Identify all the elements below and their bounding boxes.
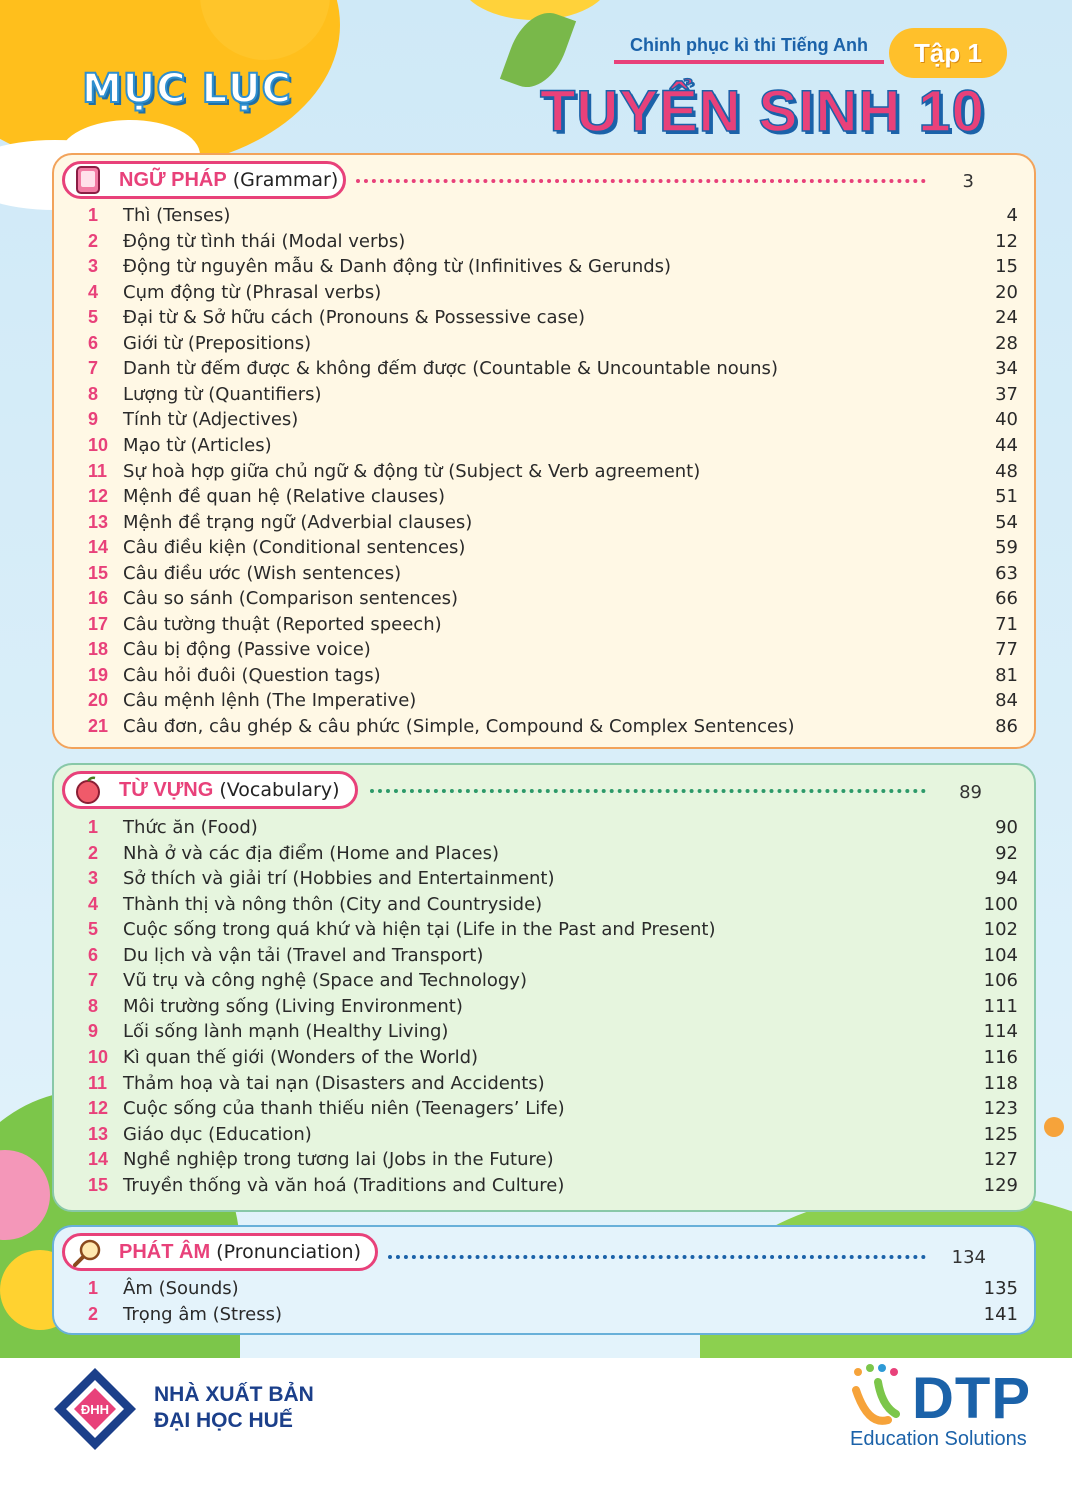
toc-entry: [88, 382, 1018, 407]
book-subtitle: Chinh phục kì thi Tiếng Anh: [614, 35, 884, 64]
publisher-line-2: ĐẠI HỌC HUẾ: [154, 1409, 293, 1432]
entry-page-number: 20: [995, 281, 1018, 303]
entry-number: 8: [88, 995, 99, 1016]
entry-number: 7: [88, 970, 99, 991]
toc-entry: [88, 968, 1018, 993]
toc-entry: [88, 892, 1018, 917]
toc-entry: [88, 943, 1018, 968]
entry-title: Câu so sánh (Comparison sentences): [123, 588, 459, 610]
entry-title: Câu bị động (Passive voice): [123, 639, 371, 661]
entry-page-number: 116: [983, 1046, 1018, 1068]
toc-entry: [88, 1122, 1018, 1147]
toc-entry: [88, 637, 1018, 662]
entry-page-number: 90: [995, 817, 1018, 838]
entry-page-number: 102: [983, 919, 1018, 941]
entry-number: 1: [88, 205, 99, 225]
entry-number: 8: [88, 383, 99, 404]
entry-number: 6: [88, 332, 99, 353]
entry-page-number: 129: [983, 1174, 1018, 1196]
toc-entry: [88, 612, 1018, 637]
toc-entry: [88, 459, 1018, 484]
magnifier-icon: [71, 1237, 105, 1267]
entry-title: Sở thích và giải trí (Hobbies and Entertainment): [123, 868, 555, 890]
entry-page-number: 48: [995, 460, 1018, 482]
toc-entry: [88, 433, 1018, 458]
book-title: TUYỂN SINH 10: [540, 79, 985, 144]
entry-page-number: 51: [995, 486, 1018, 508]
entry-title: Giáo dục (Education): [123, 1123, 312, 1145]
toc-entry: [88, 815, 1018, 840]
entry-title: Câu tường thuật (Reported speech): [123, 613, 442, 635]
grammar-section: [52, 153, 1036, 749]
entry-page-number: 106: [983, 970, 1018, 992]
section-page-number: 134: [951, 1247, 986, 1268]
toc-entry: [88, 663, 1018, 688]
entry-title: Tính từ (Adjectives): [123, 409, 299, 431]
book-icon: [71, 165, 105, 195]
entry-title: Thảm hoạ và tai nạn (Disasters and Accidents): [123, 1072, 545, 1094]
entry-title: Nhà ở và các địa điểm (Home and Places): [123, 842, 499, 864]
entry-number: 3: [88, 256, 99, 277]
entry-title: Thì (Tenses): [123, 205, 231, 226]
publisher-line-1: NHÀ XUẤT BẢN: [154, 1383, 314, 1406]
entry-number: 5: [88, 307, 99, 328]
toc-entry: [88, 917, 1018, 942]
entry-page-number: 135: [983, 1278, 1018, 1299]
entry-title: Cụm động từ (Phrasal verbs): [123, 281, 382, 303]
entry-page-number: 59: [995, 537, 1018, 559]
entry-title: Danh từ đếm được & không đếm được (Countable & Uncountable nouns): [123, 358, 778, 380]
entry-number: 16: [88, 588, 109, 609]
entry-page-number: 100: [983, 893, 1018, 915]
toc-entry: [88, 1045, 1018, 1070]
entry-page-number: 4: [1006, 205, 1018, 226]
toc-entry: [88, 484, 1018, 509]
entry-number: 1: [88, 817, 99, 837]
leader-dots: [388, 1255, 926, 1259]
entry-number: 11: [88, 1072, 108, 1093]
entry-number: 13: [88, 1123, 109, 1144]
entry-title: Mệnh đề quan hệ (Relative clauses): [123, 486, 446, 508]
entry-title: Cuộc sống trong quá khứ và hiện tại (Life in the Past and Present): [123, 919, 716, 941]
toc-entry: [88, 1302, 1018, 1327]
toc-entry: [88, 688, 1018, 713]
entry-page-number: 77: [995, 639, 1018, 661]
entry-page-number: 66: [995, 588, 1018, 610]
entry-number: 14: [88, 1149, 109, 1170]
entry-page-number: 114: [983, 1021, 1018, 1043]
entry-number: 2: [88, 842, 99, 863]
section-page-number: 3: [962, 171, 974, 192]
entry-title: Kì quan thế giới (Wonders of the World): [123, 1046, 479, 1068]
entry-number: 2: [88, 230, 99, 251]
apple-icon: [71, 775, 105, 805]
entry-title: Truyền thống và văn hoá (Traditions and Culture): [123, 1174, 565, 1196]
section-title-en: (Vocabulary): [219, 779, 340, 801]
section-heading-vocabulary: [62, 771, 358, 809]
toc-entry: [88, 535, 1018, 560]
entry-number: 13: [88, 511, 109, 532]
section-title-vn: NGỮ PHÁP: [119, 169, 227, 191]
entry-title: Câu điều kiện (Conditional sentences): [123, 537, 466, 559]
entry-page-number: 94: [995, 868, 1018, 890]
entry-page-number: 111: [983, 995, 1018, 1017]
entry-page-number: 63: [995, 562, 1018, 584]
toc-entry: [88, 305, 1018, 330]
entry-page-number: 141: [983, 1303, 1018, 1325]
toc-entry: [88, 356, 1018, 381]
entry-number: 11: [88, 460, 108, 481]
entry-page-number: 34: [995, 358, 1018, 380]
toc-entry: [88, 866, 1018, 891]
leader-dots: [356, 179, 926, 183]
entry-page-number: 118: [983, 1072, 1018, 1094]
entry-page-number: 84: [995, 690, 1018, 712]
toc-entry: [88, 1173, 1018, 1198]
entry-number: 20: [88, 690, 109, 711]
entry-number: 21: [88, 716, 109, 736]
entry-number: 12: [88, 486, 109, 507]
section-title-en: (Pronunciation): [216, 1241, 362, 1263]
entry-title: Thức ăn (Food): [123, 817, 258, 838]
entry-page-number: 15: [995, 256, 1018, 278]
section-title-vn: PHÁT ÂM: [119, 1241, 211, 1263]
entry-number: 2: [88, 1303, 99, 1324]
entry-page-number: 125: [983, 1123, 1018, 1145]
entry-number: 12: [88, 1098, 109, 1119]
entry-page-number: 37: [995, 383, 1018, 405]
entry-page-number: 104: [983, 944, 1018, 966]
publisher-name: [154, 1382, 314, 1434]
entry-title: Mạo từ (Articles): [123, 434, 272, 456]
entry-title: Du lịch và vận tải (Travel and Transport): [123, 944, 484, 966]
entry-title: Lối sống lành mạnh (Healthy Living): [123, 1021, 449, 1043]
toc-entry: [88, 254, 1018, 279]
entry-page-number: 40: [995, 409, 1018, 431]
entry-page-number: 86: [995, 716, 1018, 737]
entry-title: Cuộc sống của thanh thiếu niên (Teenagers’ Life): [123, 1098, 565, 1120]
toc-entry: [88, 510, 1018, 535]
entry-number: 15: [88, 562, 109, 583]
entry-number: 17: [88, 613, 109, 634]
entry-title: Câu đơn, câu ghép & câu phức (Simple, Compound & Complex Sentences): [123, 716, 795, 737]
entry-page-number: 12: [995, 230, 1018, 252]
dtp-brand: DTP: [912, 1366, 1031, 1431]
dtp-tagline: Education Solutions: [850, 1428, 1027, 1450]
svg-text:ĐHH: ĐHH: [80, 1402, 110, 1417]
entry-page-number: 127: [983, 1149, 1018, 1171]
toc-entry: [88, 561, 1018, 586]
entry-number: 15: [88, 1174, 109, 1195]
entry-title: Giới từ (Prepositions): [123, 332, 312, 354]
entry-title: Động từ tình thái (Modal verbs): [123, 230, 406, 252]
entry-page-number: 81: [995, 664, 1018, 686]
entry-title: Câu mệnh lệnh (The Imperative): [123, 690, 417, 712]
entry-title: Thành thị và nông thôn (City and Countryside): [123, 893, 543, 915]
entry-number: 19: [88, 664, 109, 685]
entry-number: 10: [88, 1046, 109, 1067]
toc-entry: [88, 407, 1018, 432]
section-heading-grammar: [62, 161, 346, 199]
entry-title: Lượng từ (Quantifiers): [123, 383, 322, 405]
toc-entry: [88, 1276, 1018, 1301]
entry-title: Đại từ & Sở hữu cách (Pronouns & Possessive case): [123, 307, 586, 329]
pronunciation-section: [52, 1225, 1036, 1335]
section-title-vn: TỪ VỰNG: [119, 779, 214, 801]
toc-entry: [88, 280, 1018, 305]
entry-page-number: 24: [995, 307, 1018, 329]
entry-title: Vũ trụ và công nghệ (Space and Technology): [123, 970, 527, 992]
entry-page-number: 28: [995, 332, 1018, 354]
entry-number: 18: [88, 639, 109, 660]
entry-number: 4: [88, 893, 99, 914]
entry-number: 4: [88, 281, 99, 302]
toc-entry: [88, 1071, 1018, 1096]
entry-page-number: 54: [995, 511, 1018, 533]
entry-page-number: 123: [983, 1098, 1018, 1120]
entry-title: Nghề nghiệp trong tương lai (Jobs in the Future): [123, 1149, 554, 1171]
dtp-logo-icon: [848, 1362, 908, 1432]
entry-title: Câu điều ước (Wish sentences): [123, 562, 402, 584]
toc-entry: [88, 1019, 1018, 1044]
volume-badge: Tập 1: [889, 28, 1007, 78]
entry-number: 3: [88, 868, 99, 889]
entry-number: 9: [88, 409, 99, 430]
toc-entry: [88, 1096, 1018, 1121]
toc-entry: [88, 994, 1018, 1019]
contents-title: MỤC LỤC: [82, 66, 292, 112]
entry-page-number: 92: [995, 842, 1018, 864]
toc-entry: [88, 714, 1018, 739]
toc-entry: [88, 586, 1018, 611]
entry-number: 6: [88, 944, 99, 965]
entry-title: Động từ nguyên mẫu & Danh động từ (Infinitives & Gerunds): [123, 256, 672, 278]
entry-number: 7: [88, 358, 99, 379]
entry-title: Môi trường sống (Living Environment): [123, 995, 463, 1017]
publisher-logo: [52, 1366, 138, 1452]
entry-page-number: 44: [995, 434, 1018, 456]
entry-title: Sự hoà hợp giữa chủ ngữ & động từ (Subject & Verb agreement): [123, 460, 701, 482]
entry-title: Mệnh đề trạng ngữ (Adverbial clauses): [123, 511, 473, 533]
entry-title: Câu hỏi đuôi (Question tags): [123, 664, 381, 686]
entry-title: Trọng âm (Stress): [123, 1303, 282, 1325]
section-page-number: 89: [959, 782, 982, 803]
flower-decoration: [1044, 1117, 1064, 1137]
entry-number: 14: [88, 537, 109, 558]
section-heading-pronunciation: [62, 1233, 378, 1271]
toc-entry: [88, 203, 1018, 228]
entry-page-number: 71: [995, 613, 1018, 635]
entry-number: 5: [88, 919, 99, 940]
entry-number: 9: [88, 1021, 99, 1042]
toc-entry: [88, 841, 1018, 866]
leader-dots: [370, 789, 926, 793]
vocabulary-section: [52, 763, 1036, 1212]
entry-title: Âm (Sounds): [123, 1278, 239, 1299]
section-title-en: (Grammar): [232, 169, 339, 191]
entry-number: 1: [88, 1278, 99, 1298]
toc-entry: [88, 1147, 1018, 1172]
toc-entry: [88, 229, 1018, 254]
toc-entry: [88, 331, 1018, 356]
entry-number: 10: [88, 434, 109, 455]
